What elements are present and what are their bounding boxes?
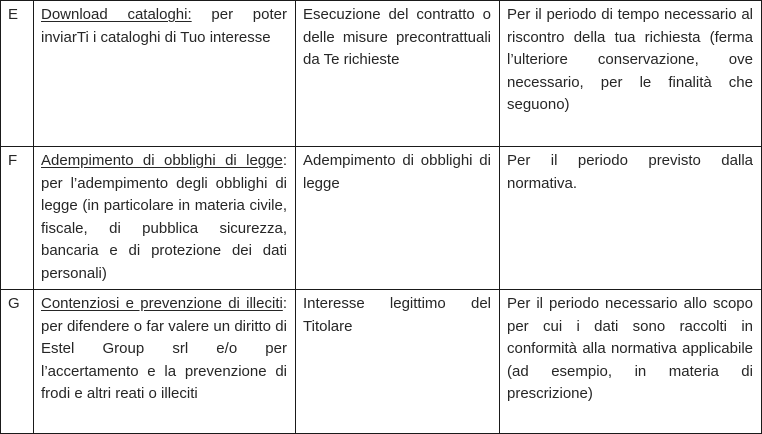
retention-period-cell: Per il periodo previsto dalla normativa. bbox=[500, 147, 762, 290]
purpose-description: : per difendere o far valere un diritto di Estel Group srl e/o per l’accertamento e la prevenzione di frodi e altri reati o illeciti bbox=[41, 295, 287, 402]
table-row bbox=[1, 1, 762, 147]
row-letter: G bbox=[1, 290, 34, 434]
legal-basis-cell: Esecuzione del contratto o delle misure precontrattuali da Te richieste bbox=[296, 1, 500, 147]
retention-period-cell: Per il periodo di tempo necessario al riscontro della tua richiesta (ferma l’ulteriore conservazione, ove necessario, per le finalità che seguono) bbox=[500, 1, 762, 147]
purpose-cell bbox=[34, 147, 296, 290]
legal-basis-cell: Interesse legittimo del Titolare bbox=[296, 290, 500, 434]
table-row bbox=[1, 290, 762, 434]
purpose-cell bbox=[34, 290, 296, 434]
row-letter: F bbox=[1, 147, 34, 290]
purpose-cell bbox=[34, 1, 296, 147]
purpose-title: Contenziosi e prevenzione di illeciti bbox=[41, 295, 283, 312]
purpose-title: Download cataloghi: bbox=[41, 6, 192, 23]
table-row bbox=[1, 147, 762, 290]
legal-basis-cell: Adempimento di obblighi di legge bbox=[296, 147, 500, 290]
row-letter: E bbox=[1, 1, 34, 147]
purpose-description: per poter inviarTi i cataloghi di Tuo interesse bbox=[41, 6, 287, 46]
purpose-description: : per l’adempimento degli obblighi di legge (in particolare in materia civile, fiscale, di pubblica sicurezza, bancaria e di protezione dei dati personali) bbox=[41, 152, 287, 282]
retention-period-cell: Per il periodo necessario allo scopo per cui i dati sono raccolti in conformità alla normativa applicabile (ad esempio, in materia di prescrizione) bbox=[500, 290, 762, 434]
purpose-title: Adempimento di obblighi di legge bbox=[41, 152, 283, 169]
